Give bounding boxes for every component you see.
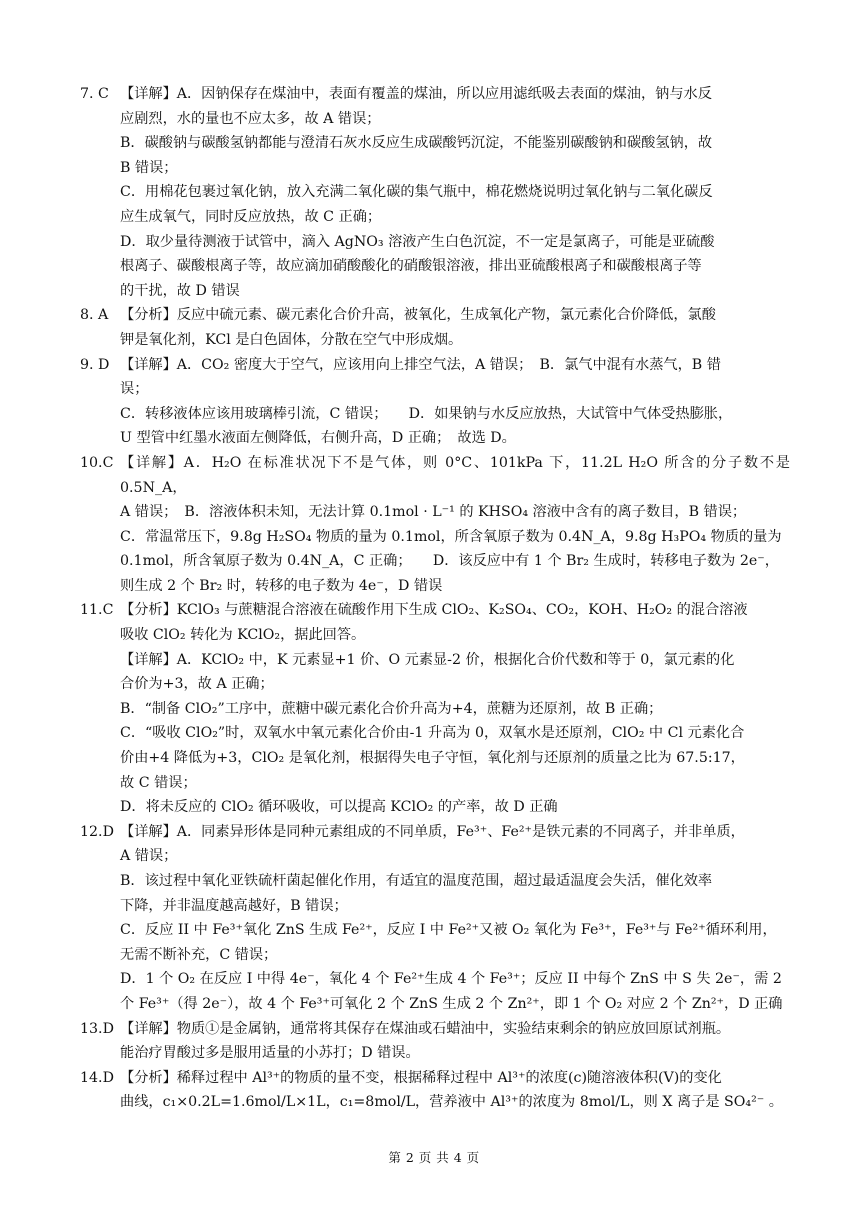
text-line: 应剧烈，水的量也不应太多，故 A 错误； bbox=[120, 110, 381, 127]
text-line: 应生成氧气，同时反应放热，故 C 正确； bbox=[120, 208, 382, 225]
text-line: 【详解】A．因钠保存在煤油中，表面有覆盖的煤油，所以应用滤纸吸去表面的煤油，钠与水反 bbox=[120, 86, 712, 102]
text-line: B．该过程中氧化亚铁硫杆菌起催化作用，有适宜的温度范围，超过最适温度会失活，催化效率 bbox=[120, 873, 713, 889]
text-line: U 型管中红墨水液面左侧降低，右侧升高，D 正确； 故选 D。 bbox=[120, 430, 516, 447]
answer-body bbox=[120, 1017, 790, 1066]
text-line: 个 Fe³⁺（得 2e⁻），故 4 个 Fe³⁺可氧化 2 个 ZnS 生成 2 个 Zn²⁺，即 1 个 O₂ 对应 2 个 Zn²⁺，D 正确 bbox=[120, 995, 783, 1012]
question-number: 13.D bbox=[80, 1020, 114, 1037]
text-line: 【详解】物质①是金属钠，通常将其保存在煤油或石蜡油中，实验结束剩余的钠应放回原试剂瓶。 bbox=[120, 1020, 731, 1037]
text-line: B 错误； bbox=[120, 159, 178, 176]
text-line: 能治疗胃酸过多是服用适量的小苏打；D 错误。 bbox=[120, 1045, 420, 1062]
text-line: C．反应 II 中 Fe³⁺氧化 ZnS 生成 Fe²⁺，反应 I 中 Fe²⁺又被 O₂ 氧化为 Fe³⁺，Fe³⁺与 Fe²⁺循环利用， bbox=[120, 922, 777, 939]
text-line: 则生成 2 个 Br₂ 时，转移的电子数为 4e⁻，D 错误 bbox=[120, 577, 443, 594]
answer-item-13 bbox=[80, 1017, 790, 1066]
text-line: B．“制备 ClO₂”工序中，蔗糖中碳元素化合价升高为+4，蔗糖为还原剂，故 B 正确； bbox=[120, 700, 663, 717]
answer-body bbox=[120, 303, 790, 352]
text-line: 误； bbox=[120, 381, 149, 398]
text-line: B．碳酸钠与碳酸氢钠都能与澄清石灰水反应生成碳酸钙沉淀，不能鉴别碳酸钠和碳酸氢钠，故 bbox=[120, 135, 713, 152]
text-line: 钾是氧化剂，KCl 是白色固体，分散在空气中形成烟。 bbox=[120, 331, 463, 348]
answer-item-14 bbox=[80, 1066, 790, 1115]
text-line: 0.1mol，所含氧原子数为 0.4N_A，C 正确； D．该反应中有 1 个 Br₂ 生成时，转移电子数为 2e⁻， bbox=[120, 553, 779, 570]
answer-body bbox=[120, 353, 790, 451]
text-line: 合价为+3，故 A 正确； bbox=[120, 676, 274, 693]
text-line: 故 C 错误； bbox=[120, 774, 197, 791]
text-line: C．常温常压下，9.8g H₂SO₄ 物质的量为 0.1mol，所含氧原子数为 0.4N_A，9.8g H₃PO₄ 物质的量为 bbox=[120, 528, 782, 545]
text-line: C．“吸收 ClO₂”时，双氧水中氧元素化合价由-1 升高为 0，双氧水是还原剂，ClO₂ 中 Cl 元素化合 bbox=[120, 725, 745, 742]
text-line: D．将未反应的 ClO₂ 循环吸收，可以提高 KClO₂ 的产率，故 D 正确 bbox=[120, 799, 558, 816]
page-footer: 第 2 页 共 4 页 bbox=[388, 1150, 480, 1165]
question-number: 7. C bbox=[80, 86, 109, 102]
text-line: A 错误； bbox=[120, 848, 178, 865]
answer-item-9 bbox=[80, 353, 790, 451]
answer-body bbox=[120, 82, 790, 303]
answer-body bbox=[120, 820, 790, 1017]
text-line: 无需不断补充，C 错误； bbox=[120, 946, 278, 963]
answer-item-10 bbox=[80, 451, 790, 599]
question-number: 14.D bbox=[80, 1069, 114, 1086]
text-line: 的干扰，故 D 错误 bbox=[120, 282, 240, 299]
text-line: 【分析】反应中硫元素、碳元素化合价升高，被氧化，生成氧化产物，氯元素化合价降低，氯酸 bbox=[120, 307, 716, 324]
text-line: D．取少量待测液于试管中，滴入 AgNO₃ 溶液产生白色沉淀，不一定是氯离子，可能是亚硫酸 bbox=[120, 233, 715, 250]
answer-body bbox=[120, 451, 790, 599]
answer-body bbox=[120, 1066, 790, 1115]
text-line: 【详解】A．H₂O 在标准状况下不是气体，则 0°C、101kPa 下，11.2L H₂O 所含的分子数不是 0.5N_A， bbox=[120, 454, 790, 496]
answer-item-7 bbox=[80, 82, 790, 303]
text-line: 【详解】A．KClO₂ 中，K 元素显+1 价、O 元素显-2 价，根据化合价代数和等于 0，氯元素的化 bbox=[120, 651, 735, 668]
text-line: C．用棉花包裹过氧化钠，放入充满二氧化碳的集气瓶中，棉花燃烧说明过氧化钠与二氧化碳反 bbox=[120, 184, 713, 201]
question-number: 8. A bbox=[80, 307, 109, 324]
text-line: 价由+4 降低为+3，ClO₂ 是氧化剂，根据得失电子守恒，氧化剂与还原剂的质量之比为 67.5:17， bbox=[120, 750, 745, 767]
text-line: C．转移液体应该用玻璃棒引流，C 错误； D．如果钠与水反应放热，大试管中气体受热膨胀， bbox=[120, 405, 733, 422]
answer-body bbox=[120, 598, 790, 819]
text-line: 吸收 ClO₂ 转化为 KClO₂，据此回答。 bbox=[120, 627, 366, 644]
text-line: 【分析】KClO₃ 与蔗糖混合溶液在硫酸作用下生成 ClO₂、K₂SO₄、CO₂，KOH、H₂O₂ 的混合溶液 bbox=[120, 602, 748, 619]
answer-list bbox=[80, 82, 790, 1115]
answer-item-11 bbox=[80, 598, 790, 819]
question-number: 9. D bbox=[80, 356, 110, 373]
answer-item-8 bbox=[80, 303, 790, 352]
answer-item-12 bbox=[80, 820, 790, 1017]
text-line: 【详解】A．同素异形体是同种元素组成的不同单质，Fe³⁺、Fe²⁺是铁元素的不同离子，并非单质， bbox=[120, 823, 745, 840]
text-line: D．1 个 O₂ 在反应 I 中得 4e⁻，氧化 4 个 Fe²⁺生成 4 个 Fe³⁺；反应 II 中每个 ZnS 中 S 失 2e⁻，需 2 bbox=[120, 971, 782, 988]
text-line: 曲线，c₁×0.2L=1.6mol/L×1L，c₁=8mol/L，营养液中 Al³⁺的浓度为 8mol/L，则 X 离子是 SO₄²⁻ 。 bbox=[120, 1094, 783, 1111]
text-line: 【详解】A．CO₂ 密度大于空气，应该用向上排空气法，A 错误； B．氯气中混有水蒸气，B 错 bbox=[120, 356, 721, 373]
question-number: 12.D bbox=[80, 823, 114, 840]
text-line: 下降，并非温度越高越好，B 错误； bbox=[120, 897, 348, 914]
text-line: A 错误； B．溶液体积未知，无法计算 0.1mol · L⁻¹ 的 KHSO₄ 溶液中含有的离子数目，B 错误； bbox=[120, 504, 747, 521]
question-number: 10.C bbox=[80, 454, 114, 471]
text-line: 【分析】稀释过程中 Al³⁺的物质的量不变，根据稀释过程中 Al³⁺的浓度(c)随溶液体积(V)的变化 bbox=[120, 1069, 722, 1086]
question-number: 11.C bbox=[80, 602, 114, 619]
text-line: 根离子、碳酸根离子等，故应滴加硝酸酸化的硝酸银溶液，排出亚硫酸根离子和碳酸根离子等 bbox=[120, 258, 702, 275]
